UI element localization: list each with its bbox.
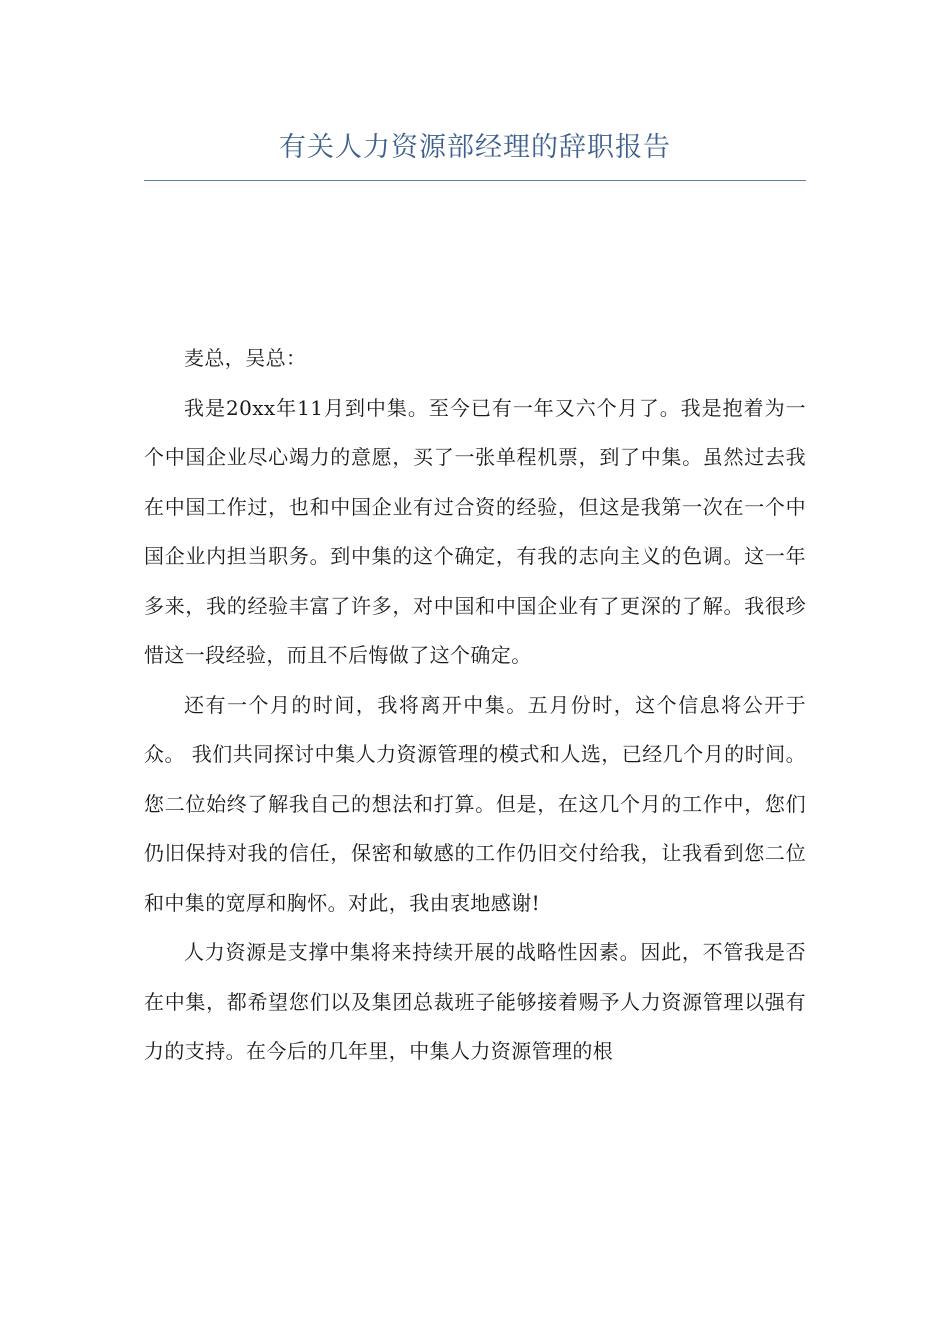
paragraph-2: 还有一个月的时间，我将离开中集。五月份时，这个信息将公开于众。 我们共同探讨中集人力资源管理的模式和人选，已经几个月的时间。您二位始终了解我自己的想法和打算。但是，在这几个月的工作中，您们仍旧保持对我的信任，保密和敏感的工作仍旧交付给我，让我看到您二位和中集的宽厚和胸怀。对此，我由衷地感谢!	[144, 692, 806, 915]
document-body	[144, 334, 806, 1077]
title-underline	[144, 180, 806, 181]
salutation: 麦总，吴总：	[184, 346, 307, 370]
document-title: 有关人力资源部经理的辞职报告	[279, 132, 671, 163]
paragraph-3: 人力资源是支撑中集将来持续开展的战略性因素。因此，不管我是否在中集，都希望您们以及集团总裁班子能够接着赐予人力资源管理以强有力的支持。在今后的几年里，中集人力资源管理的根	[144, 940, 806, 1063]
paragraph-1: 我是20xx年11月到中集。至今已有一年又六个月了。我是抱着为一个中国企业尽心竭力的意愿，买了一张单程机票，到了中集。虽然过去我在中国工作过，也和中国企业有过合资的经验，但这是我第一次在一个中国企业内担当职务。到中集的这个确定，有我的志向主义的色调。这一年多来，我的经验丰富了许多，对中国和中国企业有了更深的了解。我很珍惜这一段经验，而且不后悔做了这个确定。	[144, 395, 806, 667]
